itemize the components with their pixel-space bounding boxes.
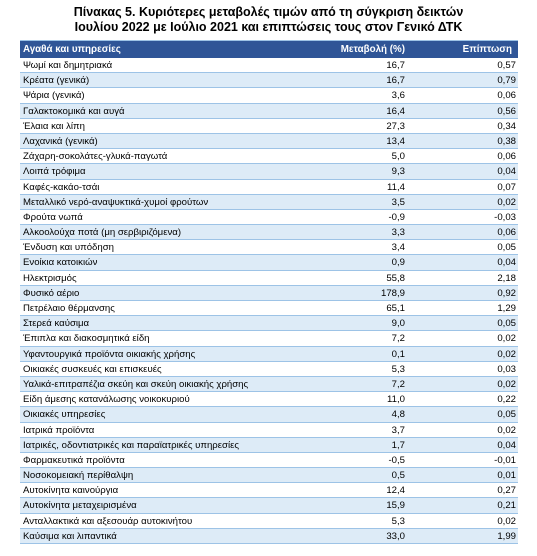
price-changes-table (20, 40, 518, 544)
cell-impact: 0,05 (497, 242, 516, 254)
table-row (20, 164, 518, 179)
cell-change: 3,7 (391, 424, 405, 436)
cell-change: 0,5 (391, 470, 405, 482)
cell-item: Ανταλλακτικά και αξεσουάρ αυτοκινήτου (23, 515, 193, 527)
cell-change: 7,2 (391, 378, 405, 390)
cell-impact: 0,57 (497, 60, 516, 71)
table-row (20, 529, 518, 544)
cell-impact: 0,06 (497, 151, 516, 163)
cell-impact: 0,34 (497, 120, 516, 132)
cell-impact: 0,05 (497, 409, 516, 421)
cell-item: Ψάρια (γενικά) (23, 90, 85, 102)
cell-item: Ιατρικά προϊόντα (23, 424, 95, 436)
table-row (20, 195, 518, 210)
cell-item: Φαρμακευτικά προϊόντα (23, 454, 125, 466)
cell-impact: 2,18 (497, 272, 516, 284)
cell-item: Κρέατα (γενικά) (23, 75, 90, 87)
cell-change: 55,8 (386, 272, 405, 284)
cell-impact: 0,06 (497, 227, 516, 239)
cell-impact: 0,27 (497, 485, 516, 497)
title-line-1: Πίνακας 5. Κυριότερες μεταβολές τιμών από τη σύγκριση δεικτών (73, 5, 464, 19)
cell-change: 3,3 (391, 227, 405, 239)
cell-item: Υαλικά-επιτραπέζια σκεύη και σκεύη οικιακής χρήσης (23, 378, 249, 390)
cell-item: Νοσοκομειακή περίθαλψη (23, 470, 134, 482)
table-row (20, 347, 518, 362)
table-row (20, 362, 518, 377)
header-impact: Επίπτωση (462, 44, 512, 55)
cell-item: Είδη άμεσης κατανάλωσης νοικοκυριού (23, 394, 190, 406)
cell-impact: 0,02 (497, 378, 516, 390)
cell-item: Λαχανικά (γενικά) (23, 135, 98, 147)
table-row (20, 316, 518, 331)
table-row (20, 88, 518, 103)
cell-item: Γαλακτοκομικά και αυγά (23, 105, 125, 117)
cell-item: Ενοίκια κατοικιών (23, 257, 98, 269)
cell-impact: 0,04 (497, 257, 516, 269)
table-row (20, 225, 518, 240)
header-change-percent: Μεταβολή (%) (340, 44, 405, 55)
cell-impact: 0,05 (497, 318, 516, 330)
table-row (20, 286, 518, 301)
cell-change: 5,3 (391, 363, 405, 375)
cell-change: 0,1 (391, 348, 405, 360)
cell-change: 16,4 (386, 105, 405, 117)
table-row (20, 149, 518, 164)
cell-impact: 0,38 (497, 135, 516, 147)
header-goods-services: Αγαθά και υπηρεσίες (23, 44, 121, 55)
cell-item: Ηλεκτρισμός (23, 272, 77, 284)
table-row (20, 73, 518, 88)
cell-impact: 0,02 (497, 424, 516, 436)
table-row (20, 407, 518, 422)
table-row (20, 180, 518, 195)
table-header-row (20, 41, 518, 58)
table-row (20, 271, 518, 286)
cell-item: Μεταλλικό νερό-αναψυκτικά-χυμοί φρούτων (23, 196, 209, 208)
table-row (20, 392, 518, 407)
table-row (20, 483, 518, 498)
cell-impact: 0,79 (497, 75, 516, 87)
cell-change: 12,4 (386, 485, 405, 497)
cell-item: Πετρέλαιο θέρμανσης (23, 303, 115, 314)
cell-item: Λοιπά τρόφιμα (23, 166, 86, 178)
cell-change: 9,0 (391, 318, 405, 330)
cell-item: Αλκοολούχα ποτά (μη σερβιριζόμενα) (23, 227, 182, 239)
cell-item: Οικιακές υπηρεσίες (23, 409, 106, 421)
cell-impact: 0,21 (497, 500, 516, 512)
cell-change: 65,1 (386, 303, 405, 314)
cell-change: 27,3 (386, 120, 405, 132)
cell-item: Καύσιμα και λιπαντικά (23, 530, 117, 542)
cell-change: -0,9 (388, 211, 405, 223)
cell-item: Φυσικό αέριο (23, 287, 80, 299)
cell-impact: -0,03 (494, 211, 516, 223)
cell-impact: 0,04 (497, 166, 516, 178)
table-row (20, 331, 518, 346)
table-row (20, 210, 518, 225)
table-row (20, 58, 518, 73)
cell-change: 3,5 (391, 196, 405, 208)
cell-change: 178,9 (380, 287, 405, 299)
table-body (20, 58, 518, 544)
cell-item: Έπιπλα και διακοσμητικά είδη (23, 333, 150, 345)
cell-impact: 0,92 (497, 287, 516, 299)
cell-item: Φρούτα νωπά (23, 211, 83, 223)
cell-item: Ψωμί και δημητριακά (23, 60, 113, 71)
cell-impact: -0,01 (494, 454, 516, 466)
cell-change: -0,5 (388, 454, 405, 466)
cell-change: 13,4 (386, 135, 405, 147)
cell-item: Έλαια και λίπη (23, 120, 85, 132)
cell-change: 16,7 (386, 75, 405, 87)
cell-impact: 0,04 (497, 439, 516, 451)
title-line-2: Ιουλίου 2022 με Ιούλιο 2021 και επιπτώσεις τους στον Γενικό ΔΤΚ (74, 20, 463, 34)
table-row (20, 104, 518, 119)
cell-change: 33,0 (386, 530, 405, 542)
table-row (20, 514, 518, 529)
table-row (20, 377, 518, 392)
cell-item: Στερεά καύσιμα (23, 318, 90, 330)
table-row (20, 498, 518, 513)
table-row (20, 301, 518, 316)
table-row (20, 119, 518, 134)
cell-change: 3,4 (391, 242, 405, 254)
cell-change: 1,7 (391, 439, 405, 451)
cell-impact: 0,02 (497, 196, 516, 208)
cell-item: Ζάχαρη-σοκολάτες-γλυκά-παγωτά (23, 151, 168, 163)
cell-item: Υφαντουργικά προϊόντα οικιακής χρήσης (23, 348, 196, 360)
cell-item: Ένδυση και υπόδηση (23, 242, 114, 254)
cell-impact: 0,22 (497, 394, 516, 406)
cell-impact: 0,06 (497, 90, 516, 102)
table-row (20, 468, 518, 483)
table-title (0, 0, 537, 35)
table-row (20, 134, 518, 149)
cell-change: 11,4 (387, 181, 405, 193)
cell-change: 0,9 (391, 257, 405, 269)
cell-change: 16,7 (386, 60, 405, 71)
table-row (20, 453, 518, 468)
cell-change: 5,3 (391, 515, 405, 527)
cell-impact: 0,02 (497, 348, 516, 360)
cell-item: Καφές-κακάο-τσάι (23, 181, 100, 193)
table-row (20, 438, 518, 453)
table-row (20, 423, 518, 438)
cell-item: Αυτοκίνητα μεταχειρισμένα (23, 500, 137, 512)
cell-impact: 0,02 (497, 515, 516, 527)
table-row (20, 240, 518, 255)
cell-impact: 1,29 (497, 303, 516, 314)
cell-change: 3,6 (391, 90, 405, 102)
cell-item: Οικιακές συσκευές και επισκευές (23, 363, 162, 375)
cell-impact: 0,07 (497, 181, 516, 193)
cell-change: 15,9 (386, 500, 405, 512)
cell-impact: 0,02 (497, 333, 516, 345)
cell-change: 7,2 (391, 333, 405, 345)
cell-impact: 0,56 (497, 105, 516, 117)
cell-item: Ιατρικές, οδοντιατρικές και παραϊατρικές υπηρεσίες (23, 439, 239, 451)
cell-change: 4,8 (391, 409, 405, 421)
cell-impact: 0,03 (497, 363, 516, 375)
cell-change: 9,3 (391, 166, 405, 178)
cell-change: 5,0 (391, 151, 405, 163)
table-row (20, 255, 518, 270)
cell-impact: 0,01 (497, 470, 516, 482)
cell-impact: 1,99 (497, 530, 516, 542)
cell-item: Αυτοκίνητα καινούργια (23, 485, 119, 497)
cell-change: 11,0 (387, 394, 405, 406)
